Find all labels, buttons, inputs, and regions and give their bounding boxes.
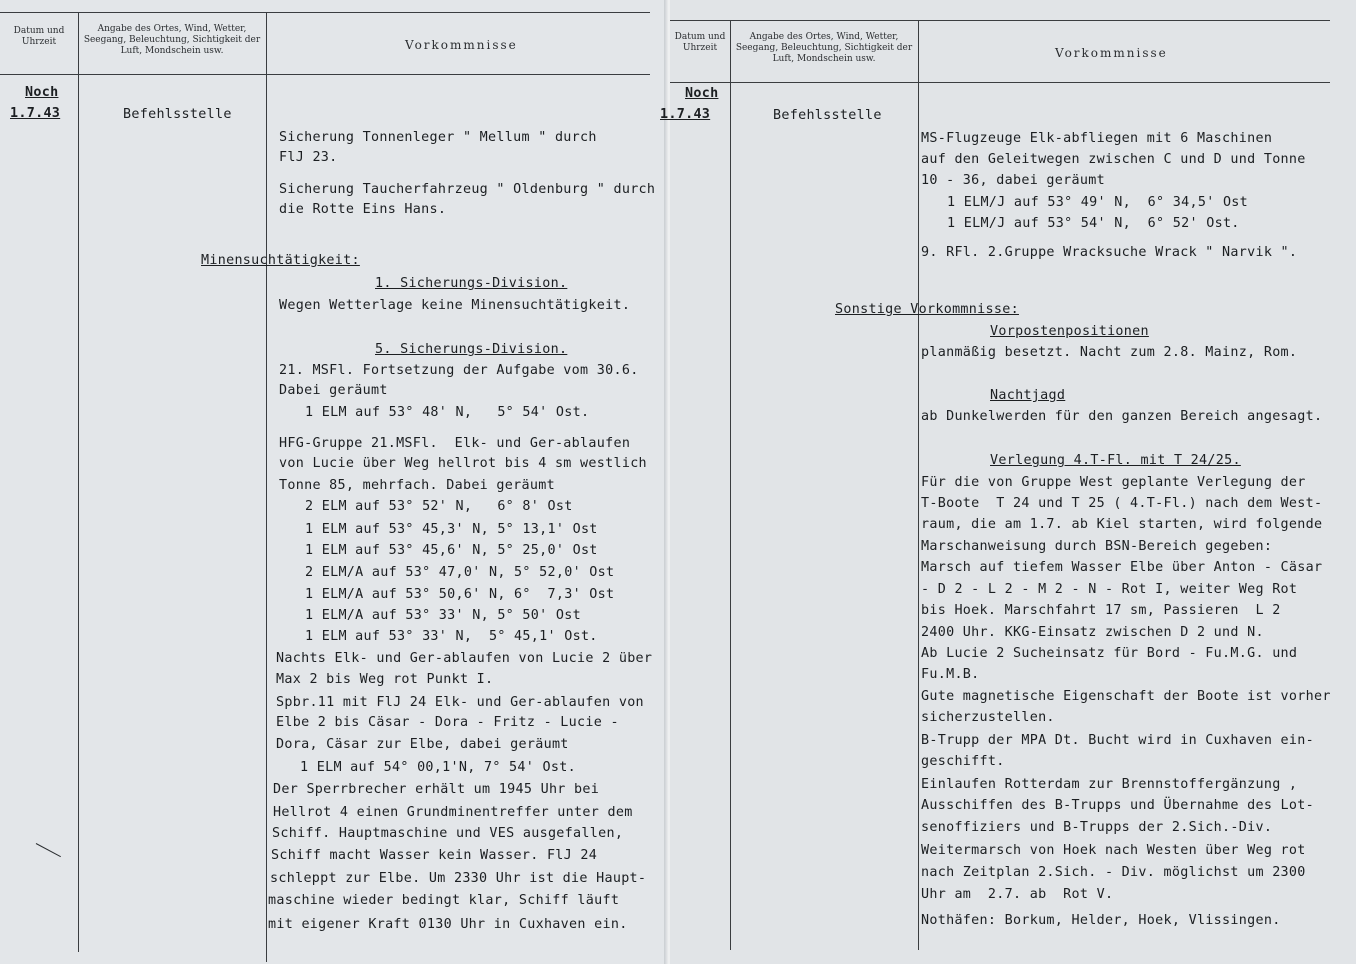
mine-entry: 2 ELM auf 53° 52' N, 6° 8' Ost — [305, 499, 573, 514]
entry-line: bis Hoek. Marschfahrt 17 sm, Passieren L 2 — [921, 603, 1281, 618]
entry-line: Uhr am 2.7. ab Rot V. — [921, 887, 1114, 902]
entry-line: von Lucie über Weg hellrot bis 4 sm westlich — [279, 456, 647, 471]
entry-line: maschine wieder bedingt klar, Schiff läuft — [268, 893, 620, 908]
mine-entry: 2 ELM/A auf 53° 47,0' N, 5° 52,0' Ost — [305, 565, 615, 580]
header-top-rule — [670, 20, 1330, 21]
entry-line: senoffiziers und B-Trupps der 2.Sich.-Div. — [921, 820, 1273, 835]
mine-entry: 1 ELM auf 53° 45,6' N, 5° 25,0' Ost — [305, 543, 598, 558]
header-bottom-rule — [670, 82, 1330, 83]
entry-line: Ab Lucie 2 Sucheinsatz für Bord - Fu.M.G. und — [921, 646, 1298, 661]
entry-line: Marschanweisung durch BSN-Bereich gegeben: — [921, 539, 1273, 554]
entry-line: 9. RFl. 2.Gruppe Wracksuche Wrack " Narvik ". — [921, 245, 1298, 260]
entry-line: Max 2 bis Weg rot Punkt I. — [276, 672, 494, 687]
entry-line: Dabei geräumt — [279, 383, 388, 398]
entry-line: 21. MSFl. Fortsetzung der Aufgabe vom 30.6. — [279, 363, 639, 378]
mine-entry: 1 ELM auf 53° 48' N, 5° 54' Ost. — [305, 405, 590, 420]
entry-line: T-Boote T 24 und T 25 ( 4.T-Fl.) nach dem West- — [921, 496, 1323, 511]
entry-line: Einlaufen Rotterdam zur Brennstoffergänzung , — [921, 777, 1298, 792]
entry-line: B-Trupp der MPA Dt. Bucht wird in Cuxhaven ein- — [921, 733, 1315, 748]
header-col-date: Datum und Uhrzeit — [674, 32, 726, 53]
subsection-heading: 1. Sicherungs-Division. — [375, 276, 568, 291]
subsection-heading: Verlegung 4.T-Fl. mit T 24/25. — [990, 453, 1241, 468]
noch-label: Noch — [25, 85, 59, 100]
mine-entry: 1 ELM auf 53° 45,3' N, 5° 13,1' Ost — [305, 522, 598, 537]
entry-line: raum, die am 1.7. ab Kiel starten, wird folgende — [921, 517, 1323, 532]
entry-line: Schiff. Hauptmaschine und VES ausgefallen, — [272, 826, 624, 841]
header-bottom-rule — [0, 74, 650, 75]
mine-entry: 1 ELM/A auf 53° 33' N, 5° 50' Ost — [305, 608, 581, 623]
column-divider-1 — [78, 12, 79, 952]
date-label: 1.7.43 — [10, 106, 61, 121]
place-label: Befehlsstelle — [773, 108, 882, 123]
entry-line: schleppt zur Elbe. Um 2330 Uhr ist die Haupt- — [270, 871, 647, 886]
header-col-date: Datum und Uhrzeit — [13, 26, 65, 47]
section-heading: Minensuchtätigkeit: — [201, 253, 360, 268]
entry-line: Ausschiffen des B-Trupps und Übernahme des Lot- — [921, 798, 1315, 813]
entry-line: Für die von Gruppe West geplante Verlegung der — [921, 475, 1306, 490]
entry-line: Tonne 85, mehrfach. Dabei geräumt — [279, 478, 555, 493]
entry-line: Elbe 2 bis Cäsar - Dora - Fritz - Lucie - — [276, 715, 619, 730]
entry-line: geschifft. — [921, 754, 1005, 769]
header-col-events: Vorkommnisse — [1055, 46, 1168, 60]
mine-entry: 1 ELM/J auf 53° 49' N, 6° 34,5' Ost — [947, 195, 1249, 210]
entry-line: 2400 Uhr. KKG-Einsatz zwischen D 2 und N. — [921, 625, 1264, 640]
mine-entry: 1 ELM/J auf 53° 54' N, 6° 52' Ost. — [947, 216, 1240, 231]
place-label: Befehlsstelle — [123, 107, 232, 122]
header-col-events: Vorkommnisse — [405, 38, 518, 52]
entry-line: Sicherung Taucherfahrzeug " Oldenburg " durch — [279, 182, 656, 197]
date-label: 1.7.43 — [660, 107, 711, 122]
entry-line: - D 2 - L 2 - M 2 - N - Rot I, weiter Weg Rot — [921, 582, 1298, 597]
column-divider-1 — [730, 20, 731, 950]
entry-line: die Rotte Eins Hans. — [279, 202, 447, 217]
entry-line: MS-Flugzeuge Elk-abfliegen mit 6 Maschinen — [921, 131, 1273, 146]
column-divider-2 — [266, 12, 267, 962]
entry-line: HFG-Gruppe 21.MSFl. Elk- und Ger-ablaufen — [279, 436, 631, 451]
entry-line: Marsch auf tiefem Wasser Elbe über Anton - Cäsar — [921, 560, 1323, 575]
entry-line: Fu.M.B. — [921, 667, 980, 682]
section-heading: Sonstige Vorkommnisse: — [835, 302, 1019, 317]
entry-line: Der Sperrbrecher erhält um 1945 Uhr bei — [273, 782, 600, 797]
entry-line: Weitermarsch von Hoek nach Westen über Weg rot — [921, 843, 1306, 858]
entry-line: Wegen Wetterlage keine Minensuchtätigkeit. — [279, 298, 631, 313]
entry-line: Nothäfen: Borkum, Helder, Hoek, Vlissingen. — [921, 913, 1281, 928]
mine-entry: 1 ELM auf 53° 33' N, 5° 45,1' Ost. — [305, 629, 598, 644]
entry-line: ab Dunkelwerden für den ganzen Bereich angesagt. — [921, 409, 1323, 424]
right-page — [660, 0, 1356, 964]
entry-line: 10 - 36, dabei geräumt — [921, 173, 1105, 188]
entry-line: Schiff macht Wasser kein Wasser. FlJ 24 — [271, 848, 598, 863]
header-col-place: Angabe des Ortes, Wind, Wetter, Seegang, Beleuchtung, Sichtigkeit der Luft, Mondschein usw. — [735, 32, 913, 64]
entry-line: Dora, Cäsar zur Elbe, dabei geräumt — [276, 737, 569, 752]
header-top-rule — [0, 12, 650, 13]
header-col-place: Angabe des Ortes, Wind, Wetter, Seegang, Beleuchtung, Sichtigkeit der Luft, Mondschein usw. — [83, 24, 261, 56]
entry-line: nach Zeitplan 2.Sich. - Div. möglichst um 2300 — [921, 865, 1306, 880]
entry-line: FlJ 23. — [279, 150, 338, 165]
column-divider-2 — [918, 20, 919, 950]
left-page — [0, 0, 668, 964]
entry-line: Gute magnetische Eigenschaft der Boote ist vorher — [921, 689, 1331, 704]
noch-label: Noch — [685, 86, 719, 101]
subsection-heading: Nachtjagd — [990, 388, 1066, 403]
mine-entry: 1 ELM/A auf 53° 50,6' N, 6° 7,3' Ost — [305, 587, 615, 602]
subsection-heading: Vorpostenpositionen — [990, 324, 1149, 339]
entry-line: mit eigener Kraft 0130 Uhr in Cuxhaven ein. — [268, 917, 628, 932]
entry-line: Nachts Elk- und Ger-ablaufen von Lucie 2 über — [276, 651, 653, 666]
mine-entry: 1 ELM auf 54° 00,1'N, 7° 54' Ost. — [300, 760, 576, 775]
margin-pencil-mark — [36, 843, 61, 857]
entry-line: planmäßig besetzt. Nacht zum 2.8. Mainz, Rom. — [921, 345, 1298, 360]
entry-line: Hellrot 4 einen Grundminentreffer unter dem — [273, 805, 633, 820]
entry-line: Sicherung Tonnenleger " Mellum " durch — [279, 130, 597, 145]
entry-line: auf den Geleitwegen zwischen C und D und Tonne — [921, 152, 1306, 167]
entry-line: sicherzustellen. — [921, 710, 1055, 725]
subsection-heading: 5. Sicherungs-Division. — [375, 342, 568, 357]
entry-line: Spbr.11 mit FlJ 24 Elk- und Ger-ablaufen von — [276, 695, 644, 710]
